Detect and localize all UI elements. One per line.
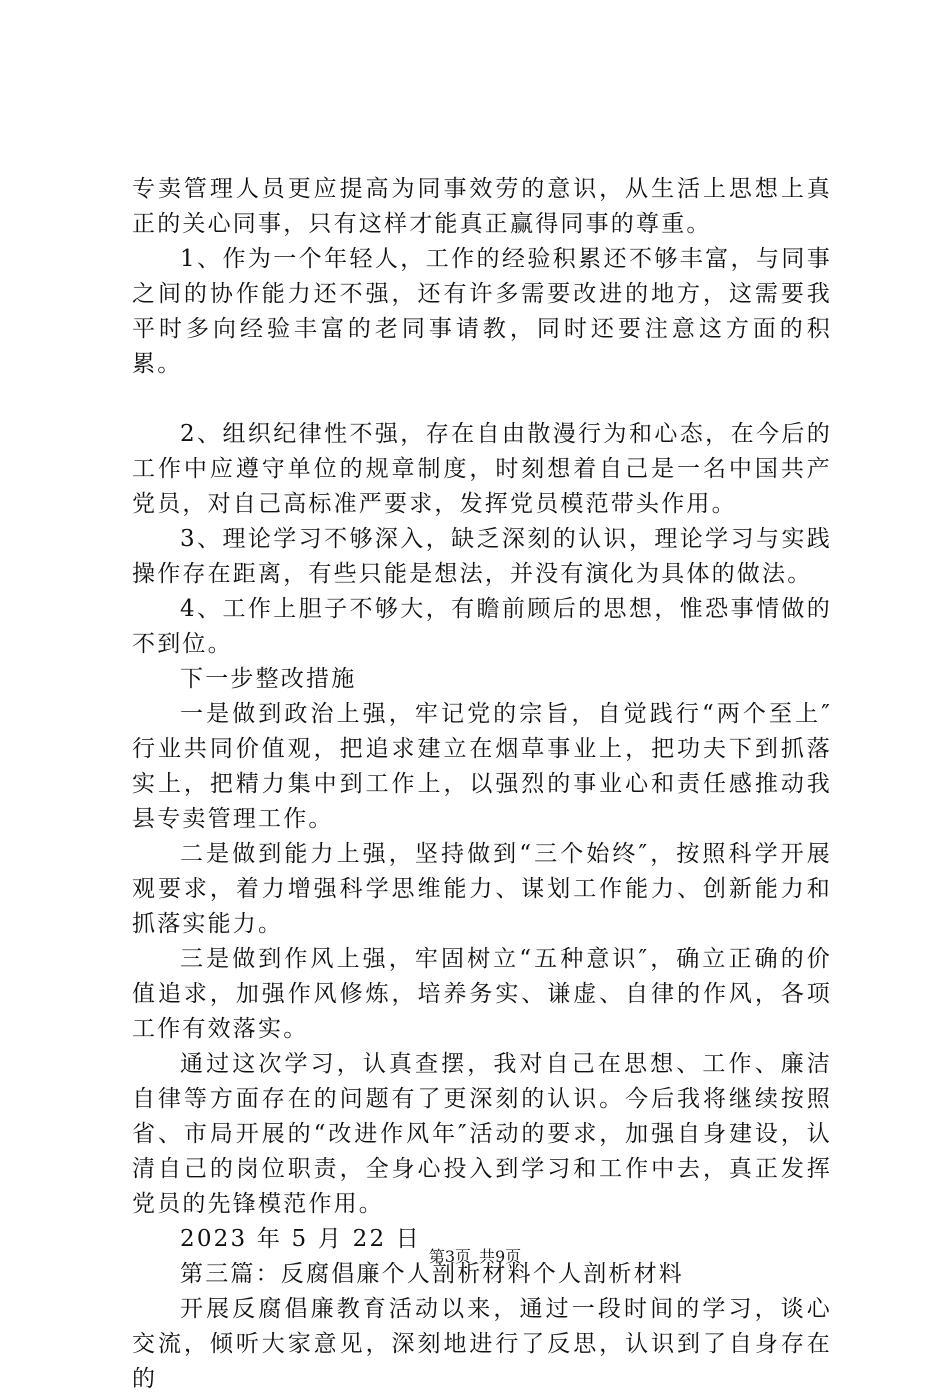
document-date: 2023 年 5 月 22 日 <box>180 1226 421 1252</box>
paragraph-continuation: 专卖管理人员更应提高为同事效劳的意识，从生活上思想上真正的关心同事，只有这样才能真正赢得同事的尊重。 <box>132 176 832 237</box>
paragraph-measure-2: 二是做到能力上强，坚持做到“三个始终″，按照科学开展观要求，着力增强科学思维能力、谋划工作能力、创新能力和抓落实能力。 <box>132 841 832 937</box>
paragraph-measure-1: 一是做到政治上强，牢记党的宗旨，自觉践行“两个至上″行业共同价值观，把追求建立在烟草事业上，把功夫下到抓落实上，把精力集中到工作上，以强烈的事业心和责任感推动我县专卖管理工作。 <box>132 701 832 832</box>
paragraph-item-1: 1、作为一个年轻人，工作的经验积累还不够丰富，与同事之间的协作能力还不强，还有许多需要改进的地方，这需要我平时多向经验丰富的老同事请教，同时还要注意这方面的积累。 <box>132 246 832 377</box>
paragraph-conclusion: 通过这次学习，认真查摆，我对自己在思想、工作、廉洁自律等方面存在的问题有了更深刻的认识。今后我将继续按照省、市局开展的“改进作风年″活动的要求，加强自身建设，认清自己的岗位职责，全身心投入到学习和工作中去，真正发挥党员的先锋模范作用。 <box>132 1051 832 1217</box>
page-number: 第3页 <box>428 1247 471 1266</box>
paragraph-part-three-intro: 开展反腐倡廉教育活动以来，通过一段时间的学习，谈心交流，倾听大家意见，深刻地进行了反思，认识到了自身存在的 <box>132 1296 832 1392</box>
document-body <box>132 172 832 1397</box>
paragraph-item-4: 4、工作上胆子不够大，有瞻前顾后的思想，惟恐事情做的不到位。 <box>132 596 832 657</box>
page-footer <box>0 1244 950 1267</box>
paragraph-item-2: 2、组织纪律性不强，存在自由散漫行为和心态，在今后的工作中应遵守单位的规章制度，时刻想着自己是一名中国共产党员，对自己高标准严要求，发挥党员模范带头作用。 <box>132 421 832 517</box>
paragraph-item-3: 3、理论学习不够深入，缺乏深刻的认识，理论学习与实践操作存在距离，有些只能是想法，并没有演化为具体的做法。 <box>132 526 832 587</box>
section-title-part-three: 第三篇：反腐倡廉个人剖析材料个人剖析材料 <box>180 1261 684 1287</box>
page-total: 共9页 <box>479 1247 522 1266</box>
section-heading-measures: 下一步整改措施 <box>180 666 357 692</box>
paragraph-measure-3: 三是做到作风上强，牢固树立“五种意识″，确立正确的价值追求，加强作风修炼，培养务实、谦虚、自律的作风，各项工作有效落实。 <box>132 946 832 1042</box>
